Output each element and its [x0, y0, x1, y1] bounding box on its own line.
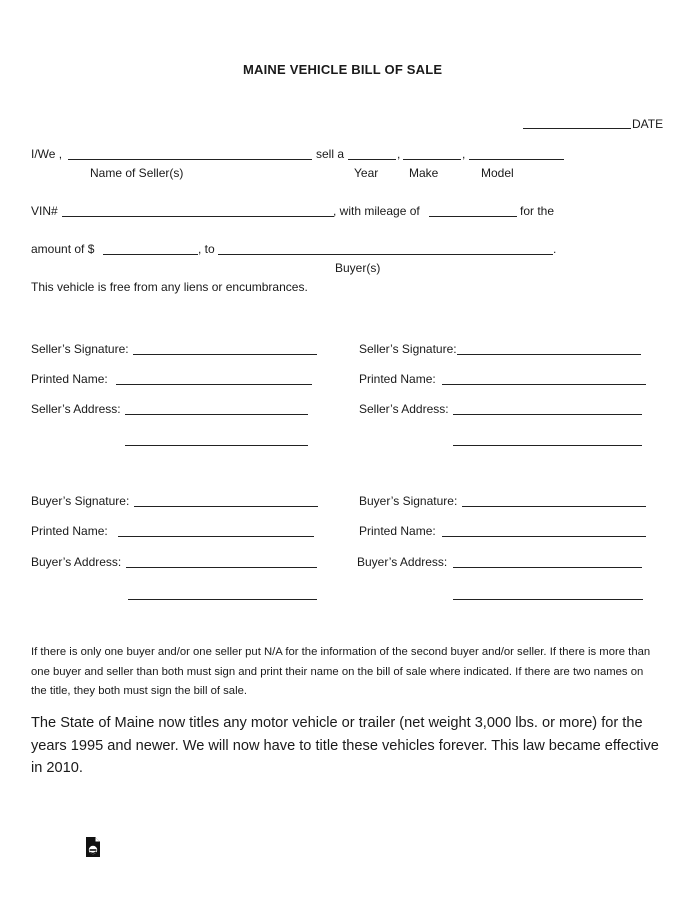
sell-a-label: sell a — [316, 147, 345, 161]
year-field[interactable] — [348, 159, 396, 160]
with-mileage-label: , with mileage of — [333, 204, 420, 218]
model-field[interactable] — [469, 159, 564, 160]
amount-label: amount of $ — [31, 242, 95, 256]
buyer1-signature-label: Buyer’s Signature: — [31, 494, 130, 508]
buyers-label: Buyer(s) — [335, 261, 381, 275]
buyer2-signature-label: Buyer’s Signature: — [359, 494, 458, 508]
seller1-address-field-1[interactable] — [125, 414, 308, 415]
buyer1-address-field-2[interactable] — [128, 599, 317, 600]
seller1-address-field-2[interactable] — [125, 445, 308, 446]
to-label: , to — [198, 242, 215, 256]
seller2-printed-name-label: Printed Name: — [359, 372, 436, 386]
seller2-signature-label: Seller’s Signature: — [359, 342, 457, 356]
buyer2-address-field-1[interactable] — [453, 567, 642, 568]
buyer1-printed-name-field[interactable] — [118, 536, 314, 537]
date-label: DATE — [632, 117, 664, 131]
vin-label: VIN# — [31, 204, 58, 218]
mileage-field[interactable] — [429, 216, 517, 217]
seller2-printed-name-field[interactable] — [442, 384, 646, 385]
seller2-address-field-2[interactable] — [453, 445, 642, 446]
seller1-signature-label: Seller’s Signature: — [31, 342, 129, 356]
buyer1-address-field-1[interactable] — [126, 567, 317, 568]
model-label: Model — [481, 166, 514, 180]
name-of-sellers-label: Name of Seller(s) — [90, 166, 184, 180]
make-field[interactable] — [403, 159, 461, 160]
seller1-signature-field[interactable] — [133, 354, 317, 355]
maine-title-note: The State of Maine now titles any motor vehicle or trailer (net weight 3,000 lbs. or more) for the years 1995 and newer. We will now have to title these vehicles forever. This law became effective in 2010. — [31, 715, 659, 776]
amount-field[interactable] — [103, 254, 198, 255]
vin-field[interactable] — [62, 216, 334, 217]
buyer1-address-label: Buyer’s Address: — [31, 555, 122, 569]
date-field[interactable] — [523, 128, 631, 129]
for-the-label: for the — [520, 204, 555, 218]
instructions-paragraph: If there is only one buyer and/or one seller put N/A for the information of the second buyer and/or seller. If there is more than one buyer and seller than both must sign and print their name on the bill of sale where indicated. If there are two names on the title, they both must sign the bill of sale. — [31, 646, 651, 697]
document-e-icon — [85, 836, 101, 858]
iwe-label: I/We , — [31, 147, 63, 161]
buyer1-signature-field[interactable] — [134, 506, 318, 507]
buyer-names-field[interactable] — [218, 254, 553, 255]
buyer2-address-label: Buyer’s Address: — [357, 555, 448, 569]
seller2-signature-field[interactable] — [457, 354, 641, 355]
liens-statement: This vehicle is free from any liens or encumbrances. — [31, 280, 308, 294]
seller-names-field[interactable] — [68, 159, 312, 160]
seller2-address-label: Seller’s Address: — [359, 402, 449, 416]
seller1-printed-name-field[interactable] — [116, 384, 312, 385]
make-label: Make — [409, 166, 439, 180]
buyer2-signature-field[interactable] — [462, 506, 646, 507]
seller1-printed-name-label: Printed Name: — [31, 372, 108, 386]
buyer2-printed-name-label: Printed Name: — [359, 524, 436, 538]
buyer2-address-field-2[interactable] — [453, 599, 643, 600]
buyer2-printed-name-field[interactable] — [442, 536, 646, 537]
buyer1-printed-name-label: Printed Name: — [31, 524, 108, 538]
seller2-address-field-1[interactable] — [453, 414, 642, 415]
year-label: Year — [354, 166, 379, 180]
seller1-address-label: Seller’s Address: — [31, 402, 121, 416]
document-title: MAINE VEHICLE BILL OF SALE — [243, 62, 443, 77]
